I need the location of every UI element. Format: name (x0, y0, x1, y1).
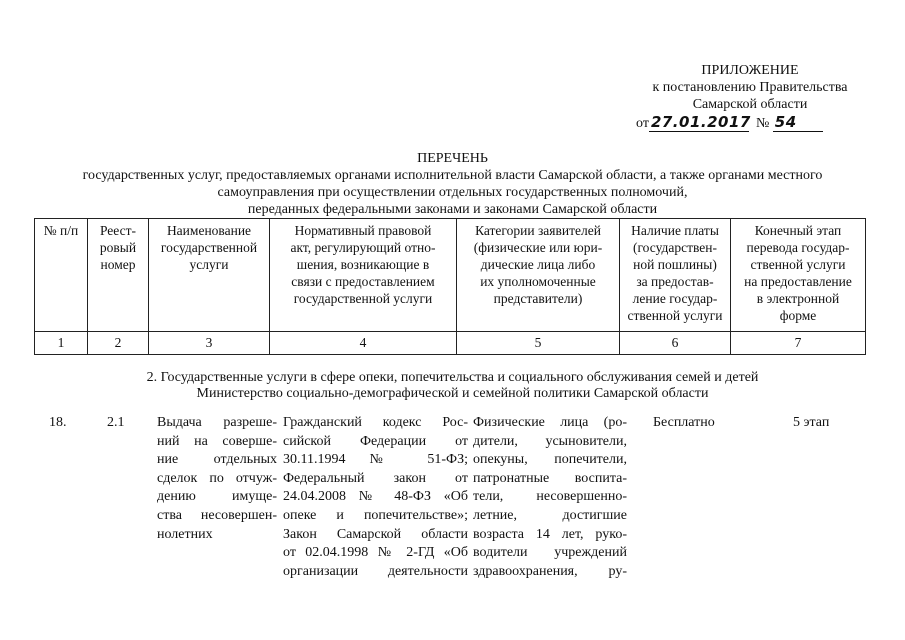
column-header-6 (620, 219, 731, 332)
cell-text-line: организации деятельности (283, 563, 468, 579)
row-service-name (157, 414, 277, 544)
column-number: 7 (731, 332, 866, 355)
column-header-line: на предоставление (744, 274, 852, 289)
column-header-line: Наличие платы (631, 223, 719, 238)
decree-reference (636, 113, 823, 132)
column-header-line: (физические или юри- (473, 240, 603, 255)
column-header-line: акт, регулирующий отно- (290, 240, 436, 255)
column-header-text (90, 222, 146, 273)
section-title: 2. Государственные услуги в сфере опеки, попечительства и социального обслуживания семей и детей (146, 370, 759, 385)
decree-number: 54 (773, 113, 823, 132)
list-title (0, 150, 905, 218)
column-header-line: Реест- (99, 223, 137, 238)
column-header-line: (государствен- (632, 240, 717, 255)
column-header-line: дические лица либо (480, 257, 596, 272)
cell-text-line: тели, несовершенно- (473, 489, 627, 505)
list-heading: ПЕРЕЧЕНЬ (417, 151, 488, 166)
cell-text-line: Физические лица (ро- (473, 415, 627, 430)
column-header-text (151, 222, 267, 273)
column-header-line: государственной (160, 240, 258, 255)
decree-number-label: № (755, 116, 770, 131)
column-header-1 (35, 219, 88, 332)
column-header-2 (88, 219, 149, 332)
column-header-line: ровый (99, 240, 137, 255)
cell-text-line: Выдача разреше- (157, 415, 277, 430)
column-number: 3 (149, 332, 270, 355)
cell-text-line: дители, усыновители, (473, 433, 627, 449)
section-ministry: Министерство социально-демографической и семейной политики Самарской области (196, 386, 709, 401)
decree-date: 27.01.2017 (650, 113, 751, 131)
cell-text-line: 30.11.1994 № 51-ФЗ; (283, 452, 468, 468)
column-header-line: их уполномоченные (480, 274, 596, 289)
column-numbers-row (35, 332, 866, 355)
section-heading (0, 370, 905, 402)
column-header-line: Конечный этап (754, 223, 842, 238)
row-number: 18. (49, 415, 67, 430)
column-header-line: представители) (493, 291, 583, 306)
column-number: 4 (270, 332, 457, 355)
column-header-line: за предостав- (636, 274, 714, 289)
table-header-row (35, 219, 866, 332)
cell-text-line: опекуны, попечители, (473, 452, 627, 468)
column-header-text (272, 222, 454, 307)
column-header-line: форме (779, 308, 817, 323)
column-header-text (37, 222, 85, 239)
column-header-line: № п/п (43, 223, 79, 238)
column-header-7 (731, 219, 866, 332)
column-number: 1 (35, 332, 88, 355)
row-registry-number: 2.1 (107, 415, 125, 430)
cell-text-line: сделок по отчуж- (157, 470, 277, 486)
column-header-line: ной пошлины) (633, 257, 717, 272)
column-header-line: государственной услуги (293, 291, 433, 306)
column-header-line: ственной услуги (750, 257, 846, 272)
appendix-title: ПРИЛОЖЕНИЕ (701, 63, 799, 78)
row-fee: Бесплатно (653, 415, 715, 430)
services-table-header (34, 218, 866, 355)
appendix-line-3: Самарской области (692, 97, 808, 112)
cell-text-line: сийской Федерации от (283, 433, 468, 449)
cell-text-line: здравоохранения, ру- (473, 563, 627, 579)
column-header-line: связи с предоставлением (291, 274, 435, 289)
column-header-line: перевода государ- (746, 240, 850, 255)
cell-text-line: 24.04.2008 № 48-ФЗ «Об (283, 489, 468, 505)
cell-text-line: ний на соверше- (157, 433, 277, 449)
column-header-5 (457, 219, 620, 332)
column-header-line: ственной услуги (627, 308, 723, 323)
decree-from-label: от (636, 116, 649, 131)
cell-text-line: дению имуще- (157, 489, 277, 505)
cell-text-line: летние, достигшие (473, 507, 627, 523)
cell-text-line: от 02.04.1998 № 2-ГД «Об (283, 545, 468, 561)
column-header-line: номер (100, 257, 136, 272)
row-final-stage: 5 этап (793, 415, 830, 430)
cell-text-line: нолетних (157, 526, 213, 542)
cell-text-line: ние отдельных (157, 452, 277, 468)
row-legal-act (283, 414, 468, 581)
row-applicants (473, 414, 627, 581)
column-header-text (622, 222, 728, 324)
column-header-line: Нормативный правовой (294, 223, 432, 238)
column-header-line: Наименование (166, 223, 252, 238)
cell-text-line: возраста 14 лет, руко- (473, 526, 627, 542)
cell-text-line: опеке и попечительстве»; (283, 507, 468, 523)
cell-text-line: Федеральный закон от (283, 470, 468, 486)
column-header-text (733, 222, 863, 324)
column-number: 5 (457, 332, 620, 355)
list-title-line-3: переданных федеральными законами и законами Самарской области (247, 202, 658, 217)
column-header-line: в электронной (756, 291, 840, 306)
cell-text-line: Гражданский кодекс Рос- (283, 415, 468, 430)
cell-text-line: Закон Самарской области (283, 526, 468, 542)
cell-text-line: ства несовершен- (157, 507, 277, 523)
list-title-line-1: государственных услуг, предоставляемых органами исполнительной власти Самарской области, а также органами местного (82, 168, 823, 183)
list-title-line-2: самоуправления при осуществлении отдельных государственных полномочий, (217, 185, 688, 200)
cell-text-line: патронатные воспита- (473, 470, 627, 486)
column-header-line: Категории заявителей (475, 223, 601, 238)
appendix-block (620, 62, 880, 113)
cell-text-line: водители учреждений (473, 545, 627, 561)
column-number: 6 (620, 332, 731, 355)
column-header-line: ление государ- (632, 291, 718, 306)
column-header-line: услуги (189, 257, 229, 272)
column-header-3 (149, 219, 270, 332)
appendix-line-2: к постановлению Правительства (652, 80, 848, 95)
column-header-4 (270, 219, 457, 332)
column-header-text (459, 222, 617, 307)
column-number: 2 (88, 332, 149, 355)
column-header-line: шения, возникающие в (296, 257, 430, 272)
